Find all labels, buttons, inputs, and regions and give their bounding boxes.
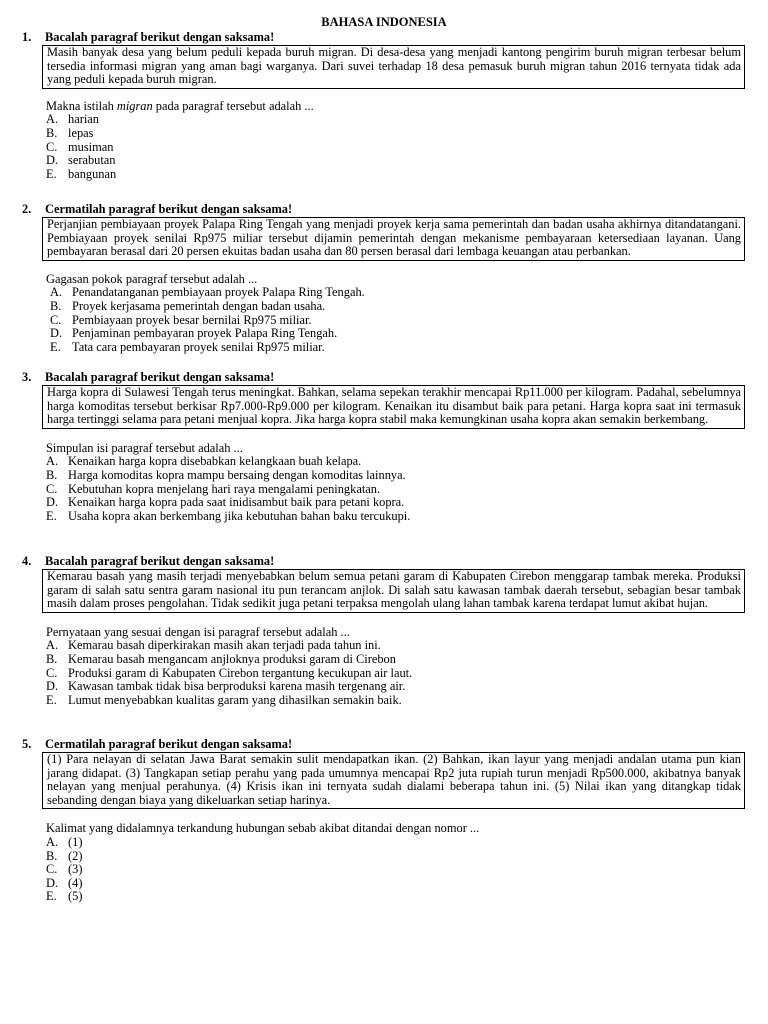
option-text: Kemarau basah mengancam anjloknya produksi garam di Cirebon bbox=[68, 651, 396, 666]
option-text: Tata cara pembayaran proyek senilai Rp975 miliar. bbox=[72, 339, 325, 354]
option-letter: C. bbox=[50, 312, 62, 327]
question-prompt: Simpulan isi paragraf tersebut adalah ... bbox=[46, 440, 243, 455]
answer-option[interactable] bbox=[46, 890, 748, 904]
option-text: bangunan bbox=[68, 166, 117, 181]
answer-option[interactable] bbox=[46, 639, 748, 653]
option-text: Penjaminan pembayaran proyek Palapa Ring Tengah. bbox=[72, 326, 338, 341]
prompt-term: migran bbox=[116, 98, 153, 113]
answer-option[interactable] bbox=[46, 877, 748, 891]
option-letter: E. bbox=[50, 339, 61, 354]
reading-passage: (1) Para nelayan di selatan Jawa Barat semakin sulit mendapatkan ikan. (2) Bahkan, ikan layur yang menjadi andalan utama pun kian jarang didapat. (3) Tangkapan setiap perahu yang pada umumnya mencapai Rp2 juta rupiah turun menjadi Rp500.000, akibatnya banyak nelayan yang menjual perahunya. (4) Krisis ikan ini ternyata sudah dialami beberapa tahun ini. (5) Nilai ikan yang ditangkap tidak sebanding dengan biaya yang dikeluarkan setiap harinya. bbox=[42, 752, 745, 809]
answer-option[interactable] bbox=[46, 694, 748, 708]
answer-option[interactable] bbox=[46, 141, 748, 155]
page-title: BAHASA INDONESIA bbox=[321, 15, 447, 29]
question-instruction: Bacalah paragraf berikut dengan saksama! bbox=[45, 554, 275, 568]
prompt-text: pada paragraf tersebut adalah ... bbox=[152, 98, 314, 113]
answer-option[interactable] bbox=[46, 510, 748, 524]
prompt-text: Makna istilah bbox=[46, 98, 117, 113]
answer-option[interactable] bbox=[46, 496, 748, 510]
option-letter: C. bbox=[46, 665, 58, 680]
answer-option[interactable] bbox=[46, 863, 748, 877]
question-prompt: Pernyataan yang sesuai dengan isi paragraf tersebut adalah ... bbox=[46, 624, 350, 639]
answer-options bbox=[46, 455, 748, 523]
answer-option[interactable] bbox=[46, 113, 748, 127]
question-instruction: Bacalah paragraf berikut dengan saksama! bbox=[45, 30, 275, 44]
option-letter: E. bbox=[46, 692, 57, 707]
option-text: (2) bbox=[68, 848, 83, 863]
option-letter: A. bbox=[46, 638, 59, 653]
question-instruction: Cermatilah paragraf berikut dengan saksama! bbox=[45, 202, 293, 216]
option-text: Kawasan tambak tidak bisa berproduksi karena masih tergenang air. bbox=[68, 679, 406, 694]
question-instruction: Cermatilah paragraf berikut dengan saksama! bbox=[45, 737, 293, 751]
answer-option[interactable] bbox=[46, 327, 748, 341]
answer-option[interactable] bbox=[46, 168, 748, 182]
answer-option[interactable] bbox=[46, 286, 748, 300]
option-text: Lumut menyebabkan kualitas garam yang dihasilkan semakin baik. bbox=[68, 692, 402, 707]
answer-option[interactable] bbox=[46, 653, 748, 667]
option-text: (5) bbox=[68, 889, 83, 904]
option-letter: B. bbox=[46, 848, 58, 863]
question-instruction: Bacalah paragraf berikut dengan saksama! bbox=[45, 370, 275, 384]
question-4 bbox=[22, 555, 748, 707]
option-letter: C. bbox=[46, 862, 58, 877]
option-letter: A. bbox=[46, 834, 59, 849]
question-number: 3. bbox=[22, 370, 32, 384]
answer-option[interactable] bbox=[46, 455, 748, 469]
reading-passage: Masih banyak desa yang belum peduli kepada buruh migran. Di desa-desa yang menjadi kantong pengirim buruh migran terbesar belum tersedia informasi migran yang aman bagi warganya. Dari suvei terhadap 18 desa pemasuk buruh migran tahun 2016 ternyata tidak ada yang peduli kepada buruh migran. bbox=[42, 45, 745, 89]
option-text: (4) bbox=[68, 875, 83, 890]
question-header bbox=[22, 371, 748, 385]
option-text: Kenaikan harga kopra pada saat inidisambut baik para petani kopra. bbox=[68, 495, 405, 510]
answer-options bbox=[46, 836, 748, 904]
option-text: musiman bbox=[68, 139, 114, 154]
answer-option[interactable] bbox=[46, 300, 748, 314]
answer-option[interactable] bbox=[46, 341, 748, 355]
question-prompt: Kalimat yang didalamnya terkandung hubungan sebab akibat ditandai dengan nomor ... bbox=[46, 821, 480, 836]
option-letter: D. bbox=[50, 326, 63, 341]
option-text: Kenaikan harga kopra disebabkan kelangkaan buah kelapa. bbox=[68, 454, 362, 469]
question-number: 4. bbox=[22, 554, 32, 568]
option-letter: D. bbox=[46, 153, 59, 168]
option-letter: C. bbox=[46, 481, 58, 496]
option-letter: B. bbox=[46, 467, 58, 482]
option-letter: E. bbox=[46, 166, 57, 181]
question-prompt: Gagasan pokok paragraf tersebut adalah ... bbox=[46, 271, 258, 286]
reading-passage: Kemarau basah yang masih terjadi menyebabkan belum semua petani garam di Kabupaten Cirebon menggarap tambak mereka. Produksi garam di salah satu sentra garam nasional itu pun terancam anjlok. Di salah satu kawasan tambak daerah tersebut, sebagian besar tambak masih dalam proses pengolahan. Tidak sedikit juga petani terpaksa mengolah ulang lahan tambak karena terdapat lumut akibat hujan. bbox=[42, 569, 745, 613]
option-text: Kemarau basah diperkirakan masih akan terjadi pada tahun ini. bbox=[68, 638, 381, 653]
option-letter: E. bbox=[46, 508, 57, 523]
option-text: (3) bbox=[68, 862, 83, 877]
question-prompt bbox=[46, 100, 748, 114]
option-text: lepas bbox=[68, 125, 94, 140]
answer-options bbox=[46, 639, 748, 707]
option-letter: D. bbox=[46, 679, 59, 694]
question-number: 5. bbox=[22, 737, 32, 751]
option-letter: B. bbox=[46, 125, 58, 140]
option-letter: A. bbox=[46, 112, 59, 127]
answer-option[interactable] bbox=[46, 850, 748, 864]
reading-passage: Perjanjian pembiayaan proyek Palapa Ring Tengah yang menjadi proyek kerja sama pemerintah dan badan usaha akhirnya ditandatangani. Pembiayaan proyek senilai Rp975 miliar tersebut dijamin pemerintah dengan mekanisme pembayaraan ketersediaan layanan. Uang pembayaran berasal dari 20 persen ekuitas badan usaha dan 80 persen berasal dari lembaga keuangan atau perbankan. bbox=[42, 217, 745, 261]
option-letter: E. bbox=[46, 889, 57, 904]
question-header bbox=[22, 203, 748, 217]
option-text: (1) bbox=[68, 834, 83, 849]
option-letter: B. bbox=[50, 298, 62, 313]
question-2 bbox=[22, 203, 748, 354]
answer-option[interactable] bbox=[46, 680, 748, 694]
option-text: serabutan bbox=[68, 153, 116, 168]
question-5 bbox=[22, 738, 748, 904]
option-letter: C. bbox=[46, 139, 58, 154]
question-header bbox=[22, 31, 748, 45]
question-header bbox=[22, 555, 748, 569]
answer-option[interactable] bbox=[46, 314, 748, 328]
answer-option[interactable] bbox=[46, 154, 748, 168]
option-letter: D. bbox=[46, 875, 59, 890]
option-text: Harga komoditas kopra mampu bersaing dengan komoditas lainnya. bbox=[68, 467, 406, 482]
question-number: 1. bbox=[22, 30, 32, 44]
question-1 bbox=[22, 31, 748, 181]
answer-option[interactable] bbox=[46, 127, 748, 141]
answer-option[interactable] bbox=[46, 836, 748, 850]
option-text: harian bbox=[68, 112, 99, 127]
answer-options bbox=[46, 113, 748, 181]
answer-option[interactable] bbox=[46, 469, 748, 483]
option-text: Kebutuhan kopra menjelang hari raya mengalami peningkatan. bbox=[68, 481, 381, 496]
option-text: Usaha kopra akan berkembang jika kebutuhan bahan baku tercukupi. bbox=[68, 508, 411, 523]
option-text: Pembiayaan proyek besar bernilai Rp975 miliar. bbox=[72, 312, 312, 327]
question-header bbox=[22, 738, 748, 752]
question-3 bbox=[22, 371, 748, 523]
answer-options bbox=[46, 286, 748, 354]
question-number: 2. bbox=[22, 202, 32, 216]
option-letter: A. bbox=[46, 454, 59, 469]
option-letter: B. bbox=[46, 651, 58, 666]
option-text: Proyek kerjasama pemerintah dengan badan usaha. bbox=[72, 298, 326, 313]
answer-option[interactable] bbox=[46, 483, 748, 497]
option-letter: A. bbox=[50, 285, 63, 300]
option-text: Penandatanganan pembiayaan proyek Palapa Ring Tengah. bbox=[72, 285, 365, 300]
option-text: Produksi garam di Kabupaten Cirebon tergantung kecukupan air laut. bbox=[68, 665, 413, 680]
option-letter: D. bbox=[46, 495, 59, 510]
answer-option[interactable] bbox=[46, 667, 748, 681]
reading-passage: Harga kopra di Sulawesi Tengah terus meningkat. Bahkan, selama sepekan terakhir mencapai Rp11.000 per kilogram. Padahal, sebelumnya harga komoditas tersebut berkisar Rp7.000-Rp9.000 per kilogram. Kenaikan itu disambut baik para petani. Harga kopra saat ini termasuk harga tertinggi selama para petani menjual kopra. Jika harga kopra stabil maka kemungkinan usaha kopra akan semakin berkembang. bbox=[42, 385, 745, 429]
